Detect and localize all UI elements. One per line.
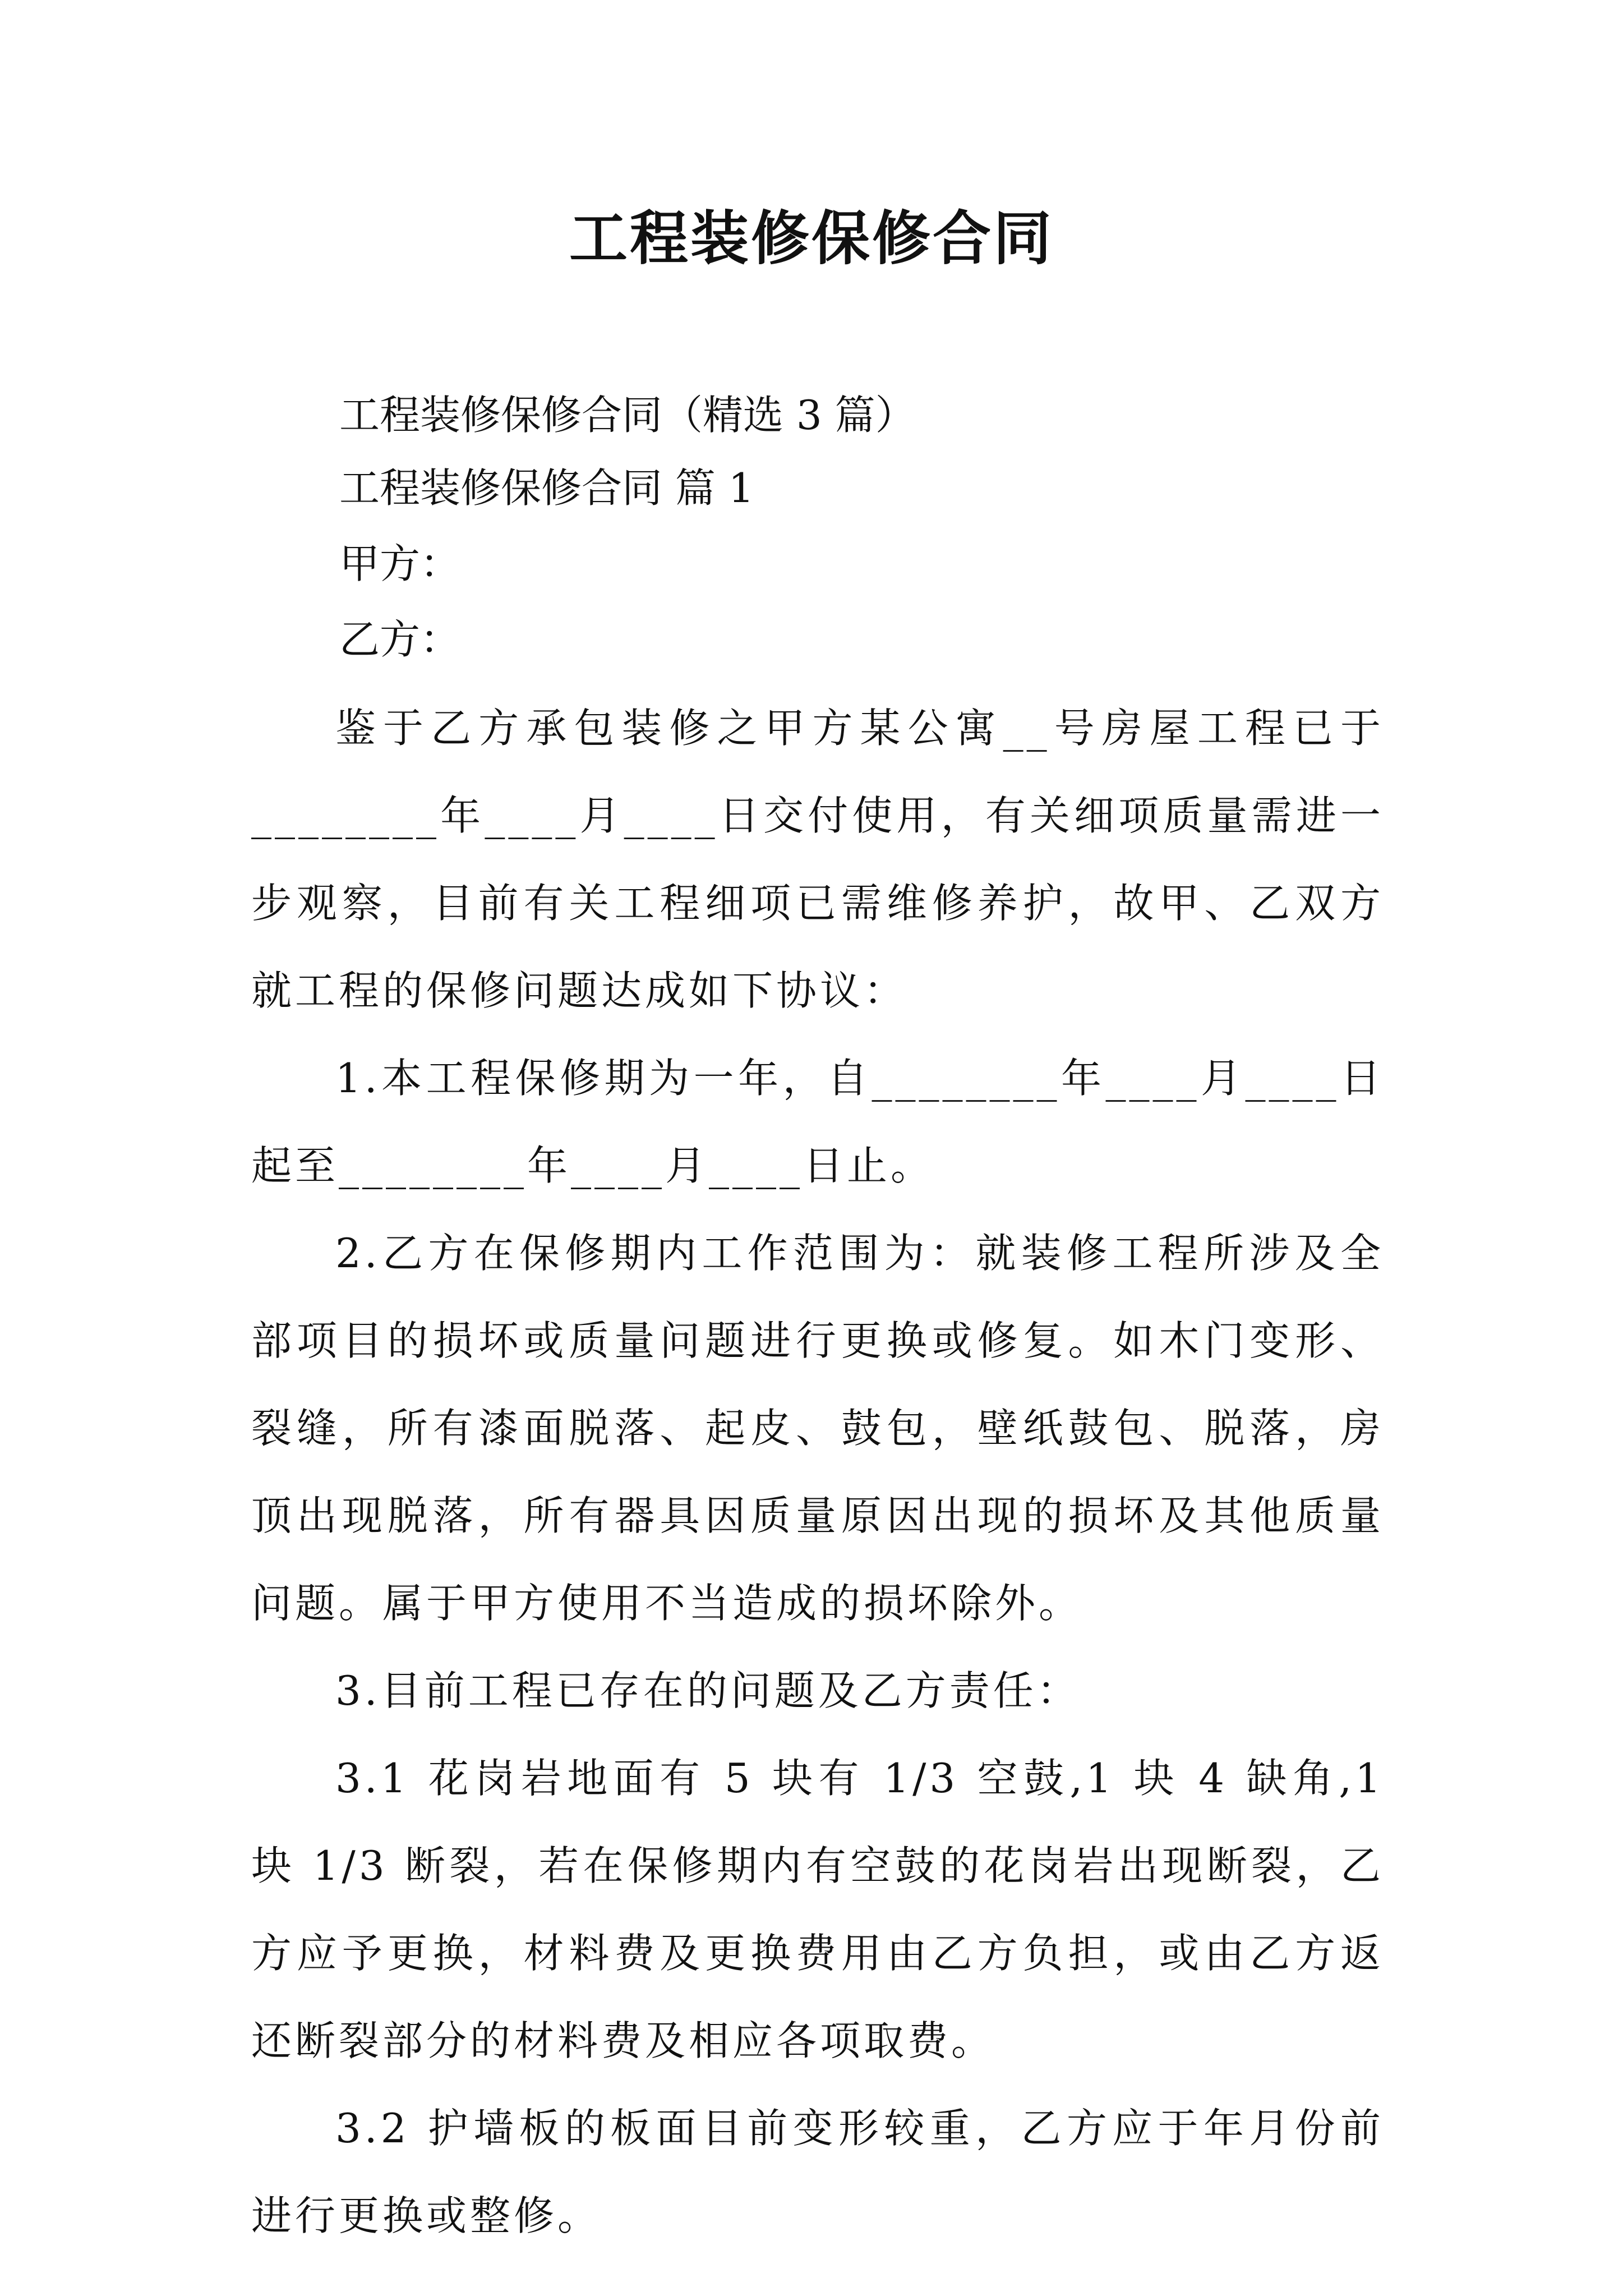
document-title: 工程装修保修合同 (569, 204, 1054, 273)
party-a-label: 甲方： (339, 540, 461, 587)
paragraph-clause-3-2: 3.2 护墙板的板面目前变形较重，乙方应于年月份前进行更换或整修。 (251, 2105, 1384, 2239)
paragraph-preamble: 鉴于乙方承包装修之甲方某公寓__号房屋工程已于________年____月____日交付使用，有关细项质量需进一步观察，目前有关工程细项已需维修养护，故甲、乙双方就工程的保修问题达成如下协议： (251, 705, 1384, 1014)
document-subtitle: 工程装修保修合同（精选 3 篇） (339, 392, 916, 439)
party-b-label: 乙方： (339, 616, 461, 663)
paragraph-clause-3: 3.目前工程已存在的问题及乙方责任： (335, 1667, 1081, 1714)
paragraph-clause-2: 2.乙方在保修期内工作范围为：就装修工程所涉及全部项目的损坏或质量问题进行更换或修复。如木门变形、裂缝，所有漆面脱落、起皮、鼓包，壁纸鼓包、脱落，房顶出现脱落，所有器具因质量原因出现的损坏及其他质量问题。属于甲方使用不当造成的损坏除外。 (251, 1230, 1384, 1627)
contract-body (251, 684, 1384, 2260)
section-heading: 工程装修保修合同 篇 1 (339, 464, 754, 512)
paragraph-clause-1: 1.本工程保修期为一年，自________年____月____日起至________年____月____日止。 (251, 1055, 1384, 1189)
paragraph-clause-3-1: 3.1 花岗岩地面有 5 块有 1/3 空鼓,1 块 4 缺角,1 块 1/3 断裂，若在保修期内有空鼓的花岗岩出现断裂，乙方应予更换，材料费及更换费用由乙方负担，或由乙方返还断裂部分的材料费及相应各项取费。 (251, 1755, 1384, 2064)
